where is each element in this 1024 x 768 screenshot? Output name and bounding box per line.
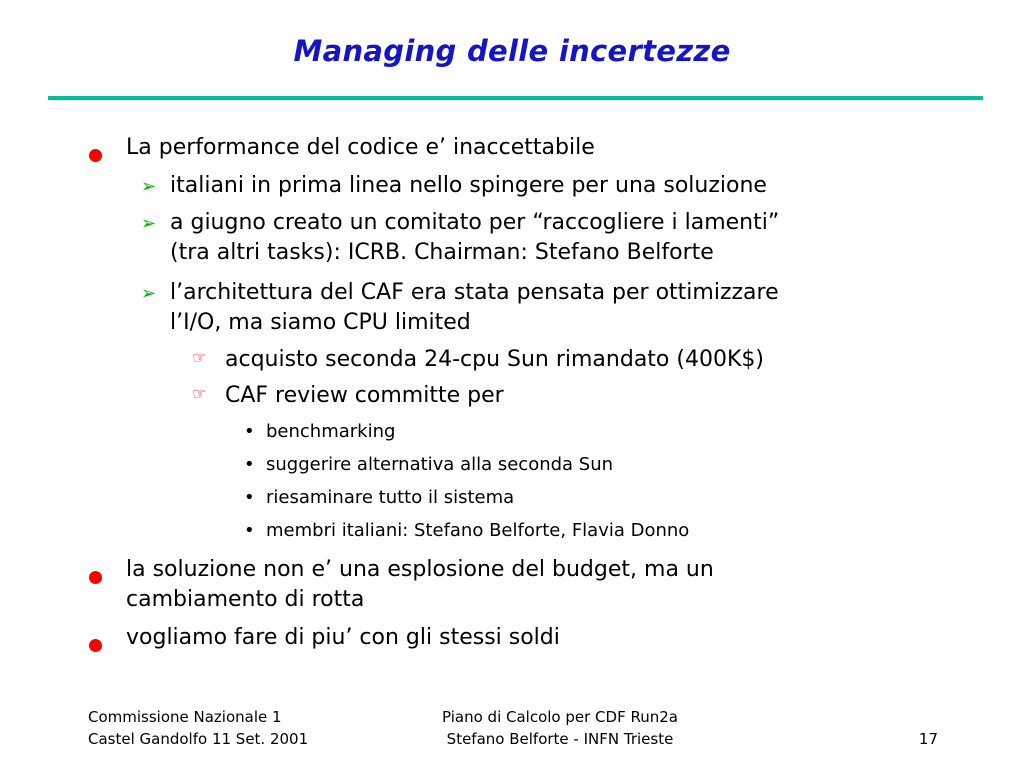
small-dot-icon: • (244, 520, 255, 541)
arrow-bullet-icon: ➢ (141, 213, 157, 234)
footer-center (360, 706, 760, 750)
bullet-item-level-2 (141, 278, 779, 338)
arrow-bullet-icon: ➢ (141, 283, 157, 304)
bullet-text-line: italiani in prima linea nello spingere per una soluzione (170, 173, 767, 198)
bullet-item-level-1 (126, 623, 560, 653)
bullet-item-level-4 (244, 419, 396, 445)
bullet-text-line: riesaminare tutto il sistema (266, 487, 515, 508)
bullet-text-line: l’I/O, ma siamo CPU limited (170, 310, 471, 335)
bullet-text-line: CAF review committe per (225, 383, 504, 408)
filled-circle-icon (89, 631, 102, 661)
small-dot-icon: • (244, 487, 255, 508)
bullet-item-level-4 (244, 518, 690, 544)
footer-presentation-title: Piano di Calcolo per CDF Run2a (442, 708, 678, 726)
bullet-item-level-1 (126, 555, 714, 615)
bullet-item-level-3 (192, 381, 504, 411)
title-divider (48, 96, 983, 100)
bullet-item-level-3 (192, 345, 764, 375)
footer-location-date: Castel Gandolfo 11 Set. 2001 (88, 730, 309, 748)
footer-author: Stefano Belforte - INFN Trieste (446, 730, 674, 748)
arrow-bullet-icon: ➢ (141, 176, 157, 197)
bullet-text-line: l’architettura del CAF era stata pensata per ottimizzare (170, 280, 779, 305)
bullet-text-line: (tra altri tasks): ICRB. Chairman: Stefano Belforte (170, 240, 714, 265)
bullet-text-line: membri italiani: Stefano Belforte, Flavia Donno (266, 520, 690, 541)
pointing-hand-icon: ☞ (192, 384, 207, 403)
bullet-text-line: La performance del codice e’ inaccettabile (126, 135, 595, 160)
bullet-text-line: vogliamo fare di piu’ con gli stessi soldi (126, 625, 560, 650)
bullet-item-level-2 (141, 171, 767, 201)
small-dot-icon: • (244, 421, 255, 442)
bullet-item-level-1 (126, 133, 595, 163)
small-dot-icon: • (244, 454, 255, 475)
slide-title: Managing delle incertezze (293, 34, 731, 68)
pointing-hand-icon: ☞ (192, 348, 207, 367)
bullet-text-line: benchmarking (266, 421, 396, 442)
footer-left (88, 706, 308, 750)
page-number: 17 (918, 730, 938, 748)
bullet-text-line: cambiamento di rotta (126, 587, 365, 612)
bullet-item-level-4 (244, 452, 614, 478)
bullet-item-level-2 (141, 208, 780, 268)
footer-commission: Commissione Nazionale 1 (88, 708, 282, 726)
bullet-text-line: acquisto seconda 24-cpu Sun rimandato (400K$) (225, 347, 764, 372)
bullet-item-level-4 (244, 485, 515, 511)
bullet-text-line: a giugno creato un comitato per “raccogliere i lamenti” (170, 210, 780, 235)
bullet-text-line: la soluzione non e’ una esplosione del budget, ma un (126, 557, 714, 582)
filled-circle-icon (89, 563, 102, 593)
filled-circle-icon (89, 141, 102, 171)
bullet-text-line: suggerire alternativa alla seconda Sun (266, 454, 614, 475)
